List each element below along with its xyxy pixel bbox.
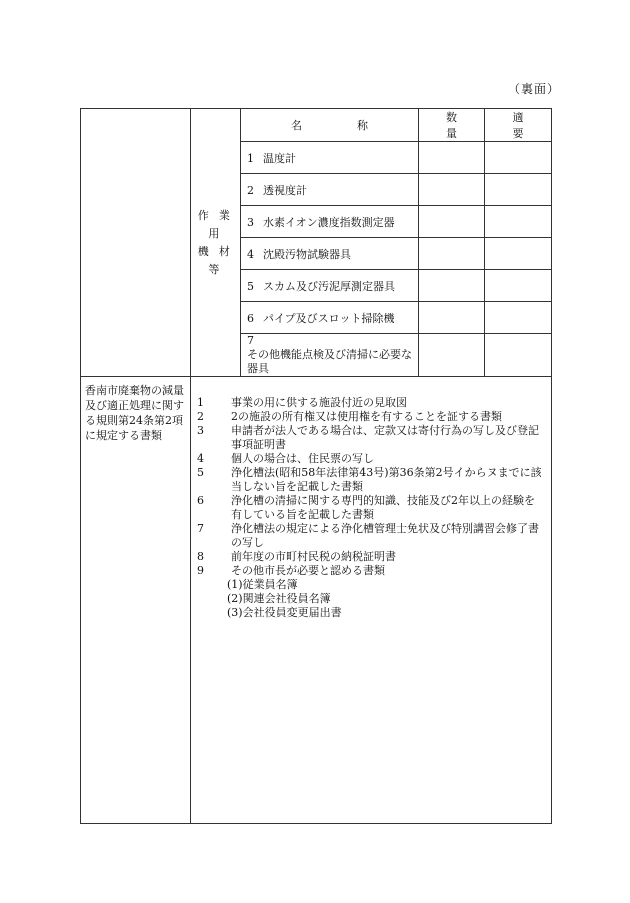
document-text: 前年度の市町村民税の納税証明書 [231,550,396,563]
required-documents-cell [191,377,552,824]
document-number: 4 [197,452,204,465]
note-cell[interactable] [485,174,552,206]
document-text: 申請者が法人である場合は、定款又は寄付行為の写し及び登記事項証明書 [231,424,539,451]
item-number: 7 [247,334,254,347]
quantity-cell[interactable] [419,142,485,174]
document-number: 5 [197,466,204,479]
quantity-cell[interactable] [419,334,485,377]
document-text: 浄化槽法の規定による浄化槽管理士免状及び特別講習会修了書の写し [231,522,539,549]
document-item [197,564,545,578]
document-text: 浄化槽法(昭和58年法律第43号)第36条第2号イからヌまでに該当しない旨を記載した書類 [231,466,542,493]
item-number: 4 [247,247,254,261]
regulation-label: 香南市廃棄物の減量及び適正処理に関する規則第24条第2項に規定する書類 [81,377,191,824]
item-number: 2 [247,183,254,197]
item-name: 沈殿汚物試験器具 [263,247,351,261]
document-number: 6 [197,494,204,507]
item-name: 水素イオン濃度指数測定器 [263,215,395,229]
blank-cell [81,109,191,377]
quantity-cell[interactable] [419,174,485,206]
document-item [197,522,545,550]
note-cell[interactable] [485,334,552,377]
document-number: 2 [197,410,204,423]
item-number: 6 [247,311,254,325]
item-number: 5 [247,279,254,293]
equipment-section-label: 作 業 用 機 材 等 [191,109,241,377]
additional-documents-list [197,578,545,620]
document-text: その他市長が必要と認める書類 [231,564,385,577]
header-name: 名 称 [241,109,419,142]
quantity-cell[interactable] [419,270,485,302]
note-cell[interactable] [485,142,552,174]
item-name: その他機能点検及び清掃に必要な器具 [247,348,412,375]
document-number: 1 [197,396,204,409]
document-text: 個人の場合は、住民票の写し [231,452,374,465]
document-text: 浄化槽の清掃に関する専門的知識、技能及び2年以上の経験を有している旨を記載した書類 [231,494,535,521]
quantity-cell[interactable] [419,206,485,238]
permit-attachment-table [80,108,552,824]
item-number: 3 [247,215,254,229]
document-item [197,410,545,424]
document-number: 8 [197,550,204,563]
document-number: 3 [197,424,204,437]
item-name: 温度計 [263,151,296,165]
document-number: 9 [197,564,204,577]
document-text: 事業の用に供する施設付近の見取図 [231,396,407,409]
sub-document-item: (3)会社役員変更届出書 [227,606,342,619]
sub-document-item: (2)関連会社役員名簿 [227,592,331,605]
document-text: 2の施設の所有権又は使用権を有することを証する書類 [231,410,502,423]
quantity-cell[interactable] [419,302,485,334]
note-cell[interactable] [485,270,552,302]
note-cell[interactable] [485,302,552,334]
item-name: パイプ及びスロット掃除機 [263,311,395,325]
document-item [197,424,545,452]
regulation-row [81,377,552,824]
document-item [197,452,545,466]
item-name: 透視度計 [263,183,307,197]
item-name: スカム及び汚泥厚測定器具 [263,279,395,293]
page-side-label: （裏面） [508,82,561,96]
required-documents-list [197,396,545,578]
document-number: 7 [197,522,204,535]
quantity-cell[interactable] [419,238,485,270]
equipment-header-row [81,109,552,142]
sub-document-item: (1)従業員名簿 [227,578,298,591]
document-item [197,494,545,522]
document-item [197,550,545,564]
document-item [197,396,545,410]
document-item [197,466,545,494]
note-cell[interactable] [485,238,552,270]
item-number: 1 [247,151,254,165]
header-note: 適 要 [485,109,552,142]
header-quantity: 数 量 [419,109,485,142]
note-cell[interactable] [485,206,552,238]
